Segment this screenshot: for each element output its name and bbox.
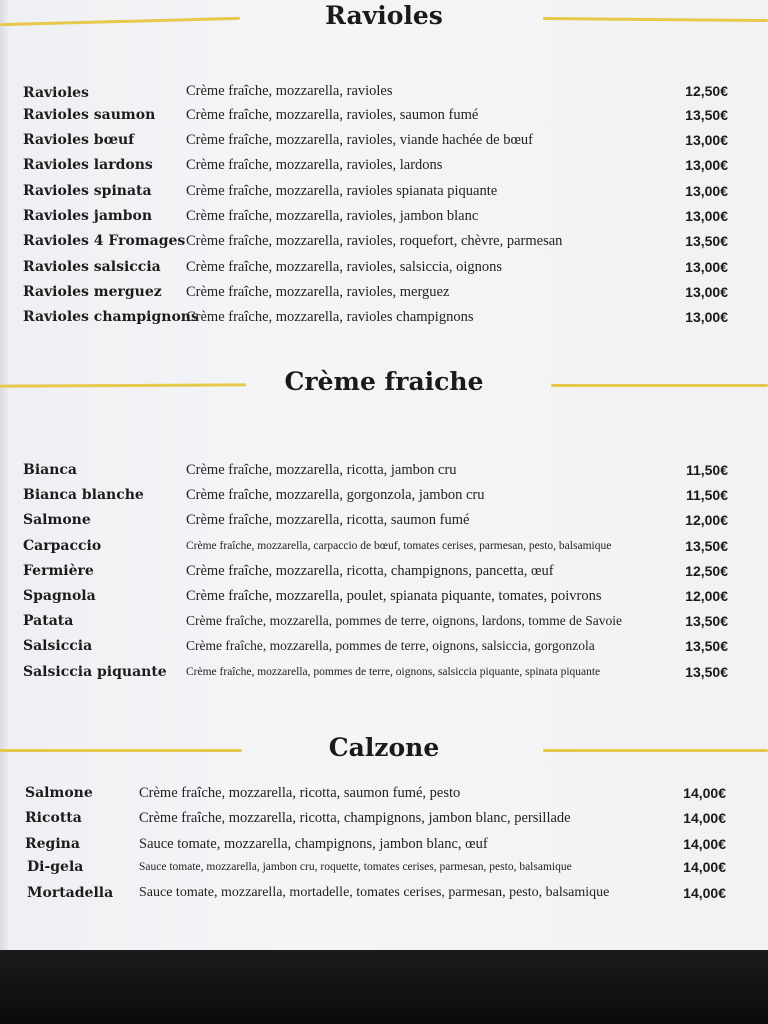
section-title: Ravioles <box>325 1 443 30</box>
item-name: Ravioles <box>23 85 89 101</box>
section-rule-right <box>543 749 768 752</box>
item-price: 13,50€ <box>685 107 728 123</box>
item-description: Sauce tomate, mozzarella, jambon cru, roquette, tomates cerises, parmesan, pesto, balsamique <box>139 861 572 873</box>
item-price: 14,00€ <box>683 785 726 801</box>
item-description: Crème fraîche, mozzarella, ravioles, roquefort, chèvre, parmesan <box>186 233 563 249</box>
item-name: Di-gela <box>27 859 84 875</box>
item-description: Crème fraîche, mozzarella, ricotta, champignons, pancetta, œuf <box>186 563 554 579</box>
item-price: 11,50€ <box>685 462 728 478</box>
item-description: Crème fraîche, mozzarella, gorgonzola, jambon cru <box>186 487 485 503</box>
item-description: Crème fraîche, mozzarella, ravioles, jambon blanc <box>186 208 479 224</box>
item-name: Salmone <box>23 512 91 528</box>
item-description: Crème fraîche, mozzarella, pommes de terre, oignons, lardons, tomme de Savoie <box>186 613 622 628</box>
menu-item-row <box>0 129 768 153</box>
item-name: Bianca blanche <box>23 487 144 503</box>
item-description: Crème fraîche, mozzarella, ricotta, champignons, jambon blanc, persillade <box>139 810 571 826</box>
item-price: 13,50€ <box>685 613 728 629</box>
item-description: Crème fraîche, mozzarella, ravioles <box>186 83 393 99</box>
section-header-creme-fraiche <box>0 366 768 406</box>
item-price: 12,00€ <box>685 512 728 528</box>
item-price: 13,00€ <box>685 259 728 275</box>
menu-item-row <box>0 104 768 128</box>
item-description: Crème fraîche, mozzarella, ricotta, saumon fumé, pesto <box>139 785 461 801</box>
item-description: Crème fraîche, mozzarella, pommes de terre, oignons, salsiccia piquante, spinata piquante <box>186 666 601 678</box>
item-price: 13,50€ <box>685 233 728 249</box>
item-description: Sauce tomate, mozzarella, mortadelle, tomates cerises, parmesan, pesto, balsamique <box>139 885 610 900</box>
item-price: 13,50€ <box>685 664 728 680</box>
item-name: Ravioles bœuf <box>23 132 135 148</box>
item-description: Crème fraîche, mozzarella, ravioles spianata piquante <box>186 183 498 199</box>
menu-item-row <box>0 560 768 584</box>
menu-item-row <box>0 256 768 280</box>
menu-item-row <box>0 661 768 685</box>
item-price: 14,00€ <box>683 885 726 901</box>
item-name: Ravioles spinata <box>23 183 152 199</box>
item-price: 12,50€ <box>685 563 728 579</box>
item-name: Patata <box>23 613 74 629</box>
item-name: Spagnola <box>23 588 96 604</box>
menu-item-row <box>0 281 768 305</box>
menu-item-row <box>0 882 768 906</box>
menu-item-row <box>0 856 768 880</box>
item-price: 13,00€ <box>685 183 728 199</box>
item-name: Ravioles 4 Fromages <box>23 233 186 249</box>
item-description: Crème fraîche, mozzarella, ravioles champignons <box>186 309 474 325</box>
item-name: Salsiccia piquante <box>23 664 167 680</box>
item-price: 12,00€ <box>685 588 728 604</box>
item-price: 13,50€ <box>685 538 728 554</box>
menu-item-row <box>0 833 768 857</box>
menu-item-row <box>0 205 768 229</box>
item-price: 14,00€ <box>683 859 726 875</box>
item-name: Ricotta <box>25 810 82 826</box>
item-description: Crème fraîche, mozzarella, ricotta, saumon fumé <box>186 512 470 528</box>
item-name: Mortadella <box>27 885 114 901</box>
item-description: Crème fraîche, mozzarella, ravioles, salsiccia, oignons <box>186 259 503 275</box>
item-description: Sauce tomate, mozzarella, champignons, jambon blanc, œuf <box>139 836 488 852</box>
menu-item-row <box>0 610 768 634</box>
menu-item-row <box>0 585 768 609</box>
item-price: 13,00€ <box>685 309 728 325</box>
item-name: Fermière <box>23 563 94 579</box>
item-name: Carpaccio <box>23 538 102 554</box>
item-name: Ravioles salsiccia <box>23 259 161 275</box>
menu-item-row <box>0 535 768 559</box>
section-rule-right <box>551 384 768 387</box>
item-name: Salmone <box>25 785 93 801</box>
menu-item-row <box>0 154 768 178</box>
item-price: 13,00€ <box>685 132 728 148</box>
item-name: Ravioles lardons <box>23 157 153 173</box>
menu-item-row <box>0 306 768 330</box>
item-description: Crème fraîche, mozzarella, ravioles, merguez <box>186 284 450 300</box>
item-name: Salsiccia <box>23 638 93 654</box>
section-title: Crème fraiche <box>284 367 484 396</box>
item-description: Crème fraîche, mozzarella, ravioles, viande hachée de bœuf <box>186 132 534 148</box>
item-name: Ravioles champignons <box>23 309 199 325</box>
menu-item-row <box>0 459 768 483</box>
item-price: 13,00€ <box>685 157 728 173</box>
menu-item-row <box>0 635 768 659</box>
item-description: Crème fraîche, mozzarella, ravioles, lardons <box>186 157 443 173</box>
item-price: 11,50€ <box>685 487 728 503</box>
menu-item-row <box>0 782 768 806</box>
item-description: Crème fraîche, mozzarella, ravioles, saumon fumé <box>186 107 479 123</box>
section-title: Calzone <box>328 733 440 762</box>
menu-item-row <box>0 80 768 104</box>
menu-item-row <box>0 484 768 508</box>
item-description: Crème fraîche, mozzarella, ricotta, jambon cru <box>186 462 457 478</box>
item-price: 12,50€ <box>685 83 728 99</box>
item-name: Ravioles jambon <box>23 208 153 224</box>
menu-item-row <box>0 230 768 254</box>
item-description: Crème fraîche, mozzarella, carpaccio de bœuf, tomates cerises, parmesan, pesto, balsamique <box>186 540 612 552</box>
item-name: Ravioles merguez <box>23 284 162 300</box>
menu-item-row <box>0 509 768 533</box>
section-header-ravioles <box>0 0 768 40</box>
menu-item-row <box>0 807 768 831</box>
menu-item-row <box>0 180 768 204</box>
item-price: 13,50€ <box>685 638 728 654</box>
item-price: 14,00€ <box>683 836 726 852</box>
item-price: 13,00€ <box>685 208 728 224</box>
section-header-calzone <box>0 732 768 772</box>
item-price: 13,00€ <box>685 284 728 300</box>
item-description: Crème fraîche, mozzarella, pommes de terre, oignons, salsiccia, gorgonzola <box>186 638 595 653</box>
bottom-dark-edge <box>0 950 768 1024</box>
item-description: Crème fraîche, mozzarella, poulet, spianata piquante, tomates, poivrons <box>186 588 602 604</box>
item-price: 14,00€ <box>683 810 726 826</box>
item-name: Regina <box>25 836 80 852</box>
item-name: Bianca <box>23 462 77 478</box>
item-name: Ravioles saumon <box>23 107 156 123</box>
